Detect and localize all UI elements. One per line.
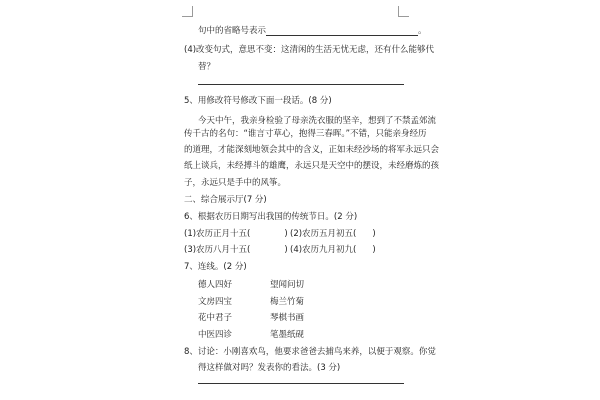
- match-right-1[interactable]: 望闻问切: [270, 280, 305, 290]
- festival-item-3: (3)农历八月十五( ): [184, 245, 288, 255]
- page-corner-mark-left: [182, 6, 193, 17]
- q8-line2: 得这样做对吗？发表你的看法。(3 分): [198, 363, 341, 373]
- q8-line1: 8、讨论：小刚喜欢鸟，他要求爸爸去捕鸟来养，以便于观察。你觉: [184, 347, 436, 357]
- line-suffix: 。: [418, 26, 427, 36]
- q-ellipsis-line: [198, 26, 427, 36]
- section-2-heading: 二、综合展示厅(7 分): [184, 195, 267, 205]
- answer-line-2[interactable]: [198, 383, 404, 384]
- match-left-4[interactable]: 中医四诊: [198, 330, 233, 340]
- festival-item-4: (4)农历九月初九( ): [290, 245, 376, 255]
- q5-heading: 5、用修改符号修改下面一段话。(8 分): [184, 96, 332, 106]
- line-text: 句中的省略号表示: [198, 26, 267, 36]
- answer-blank[interactable]: [266, 27, 418, 36]
- q7-heading: 7、连线。(2 分): [184, 262, 247, 272]
- festival-item-1: (1)农历正月十五( ): [184, 229, 288, 239]
- match-right-4[interactable]: 笔墨纸砚: [270, 330, 305, 340]
- q5-para-line5: 子，永远只是手中的风筝。: [184, 178, 287, 188]
- q4-sub4-line1: (4)改变句式，意思不变：这清闲的生活无忧无虑，还有什么能够代: [184, 45, 435, 55]
- q5-para-line3: 的道理，才能深刻地领会其中的含义，正如未经沙场的将军永远只会: [184, 145, 440, 155]
- q6-heading: 6、根据农历日期写出我国的传统节日。(2 分): [184, 212, 358, 222]
- festival-item-2: (2)农历五月初五( ): [290, 229, 376, 239]
- q4-sub4-line2: 替？: [198, 62, 216, 72]
- q5-para-line4: 纸上谈兵，未经搏斗的雄鹰，永远只是天空中的摆设，未经磨炼的孩: [184, 161, 440, 171]
- match-left-1[interactable]: 德人四好: [198, 280, 233, 290]
- match-right-2[interactable]: 梅兰竹菊: [270, 297, 305, 307]
- match-left-3[interactable]: 花中君子: [198, 313, 233, 323]
- answer-line-1[interactable]: [198, 84, 404, 85]
- q5-para-line1: 今天中午，我亲身检验了母亲洗衣服的坚辛，想到了不禁孟郊流: [198, 116, 437, 126]
- page-corner-mark-right: [398, 6, 409, 17]
- match-right-3[interactable]: 琴棋书画: [270, 313, 305, 323]
- q5-para-line2: 传千古的名句：“谁言寸草心，抱得三春晖。”不错，只能亲身经历: [184, 129, 427, 139]
- match-left-2[interactable]: 文房四宝: [198, 297, 233, 307]
